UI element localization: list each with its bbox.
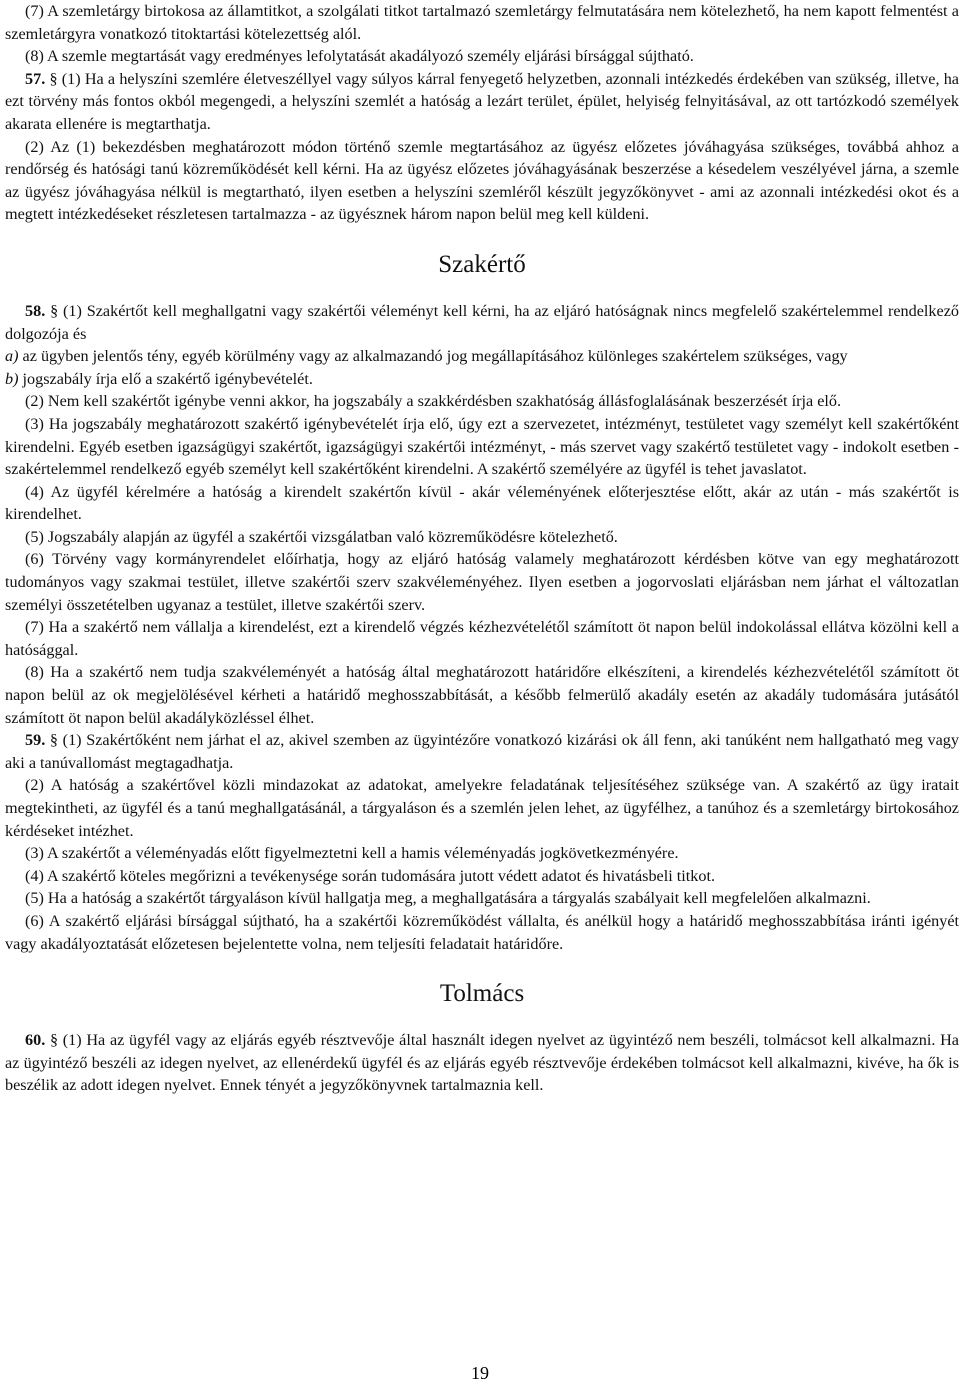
heading-szakerto: Szakértő: [438, 250, 526, 278]
section-number-58: 58.: [25, 301, 46, 320]
point-b-label: b): [5, 369, 19, 388]
section-58-paragraph-3: (3) Ha jogszabály meghatározott szakértő igénybevételét írja elő, úgy ezt a szervezetet, intézményt, testületet vagy személyt kell szakértőként kirendelni. Egyéb esetben igazságügyi szakértőt, igazságügyi szakértői intézményt, - más szervet vagy szakértő testületet vagy - indokolt esetben - szakértelemmel rendelkező egyéb személyt kell szakértőként kirendelni. A szakértő személyére az ügyfél is tehet javaslatot.: [5, 414, 959, 479]
section-59-text-1: § (1) Szakértőként nem járhat el az, akivel szemben az ügyintézőre vonatkozó kizárási ok áll fenn, aki tanúként nem hallgatható meg vagy aki a tanúvallomást megtagadhatja.: [5, 731, 959, 772]
section-57-paragraph-1: [5, 68, 959, 136]
section-58-paragraph-7: (7) Ha a szakértő nem vállalja a kirendelést, ezt a kirendelő végzés kézhezvételétől számított öt napon belül indokolással ellátva közölni kell a hatósággal.: [5, 618, 959, 659]
section-58-text-1: § (1) Szakértőt kell meghallgatni vagy szakértői véleményt kell kérni, ha az eljáró hatóságnak nincs megfelelő szakértelemmel rendelkező dolgozója és: [5, 301, 959, 343]
heading-tolmacs: Tolmács: [439, 980, 525, 1008]
section-59-paragraph-1: [5, 729, 959, 774]
section-59-paragraph-5: (5) Ha a hatóság a szakértőt tárgyaláson kívül hallgatja meg, a meghallgatására a tárgyalás szabályait kell megfelelően alkalmazni.: [25, 889, 871, 908]
page-number: 19: [471, 1363, 489, 1383]
section-59-paragraph-3: (3) A szakértőt a véleményadás előtt figyelmeztetni kell a hamis véleményadás jogkövetkezményére.: [25, 844, 679, 863]
section-59-paragraph-2: (2) A hatóság a szakértővel közli mindazokat az adatokat, amelyekre feladatának teljesítéséhez szüksége van. A szakértő az ügy iratait megtekintheti, az ügyfél és a tanú meghallgatásánál, a tárgyaláson és a szemlén jelen lehet, az ügyfélhez, a tanúhoz és a szemletárgy birtokosához kérdéseket intézhet.: [5, 776, 959, 840]
section-58-point-b: [5, 368, 959, 391]
paragraph-56-8: (8) A szemle megtartását vagy eredményes lefolytatását akadályozó személy eljárási bírsággal sújtható.: [25, 47, 694, 66]
section-57-text-1: § (1) Ha a helyszíni szemlére életveszéllyel vagy súlyos kárral fenyegető helyzetben, azonnali intézkedés érdekében van szükség, illetve, ha ezt törvény más fontos okból megengedi, a helyszíni szemlét a hatóság a lezárt terület, épület, helyiség felnyitásával, az ott tartózkodó személyek akarata ellenére is megtarthatja.: [5, 69, 959, 133]
section-58-point-a: [5, 345, 959, 368]
section-58-paragraph-1: [5, 300, 959, 345]
section-59-paragraph-6: (6) A szakértő eljárási bírsággal sújtható, ha a szakértői közreműködést vállalta, és anélkül hogy a határidő meghosszabbítása iránti igényét vagy akadályoztatását előzetesen bejelentette volna, nem teljesíti feladatait határidőre.: [5, 911, 959, 953]
section-58-paragraph-6: (6) Törvény vagy kormányrendelet előírhatja, hogy az eljáró hatóság valamely meghatározott kérdésben kötve van egy meghatározott tudományos vagy szakmai testület, illetve szakértői szerv szakvéleményéhez. Ilyen esetben a jogorvoslati eljárásban nem járhat el változatlan személyi összetételben ugyanaz a testület, illetve szakértői szerv.: [5, 550, 959, 614]
point-a-text: az ügyben jelentős tény, egyéb körülmény vagy az alkalmazandó jog megállapításához különleges szakértelem szükséges, vagy: [18, 347, 848, 366]
point-a-label: a): [5, 347, 19, 366]
section-59-paragraph-4: (4) A szakértő köteles megőrizni a tevékenysége során tudomására jutott védett adatot és hivatásbeli titkot.: [25, 866, 716, 885]
paragraph-56-7: (7) A szemletárgy birtokosa az államtitkot, a szolgálati titkot tartalmazó szemletárgy felmutatására nem kötelezhető, ha nem kapott felmentést a szemletárgyra vonatkozó titoktartási kötelezettség alól.: [5, 2, 959, 43]
section-58-paragraph-2: (2) Nem kell szakértőt igénybe venni akkor, ha jogszabály a szakkérdésben szakhatóság állásfoglalásának beszerzését írja elő.: [25, 392, 842, 411]
section-number-59: 59.: [25, 731, 46, 750]
section-number-57: 57.: [25, 69, 46, 88]
point-b-text: jogszabály írja elő a szakértő igénybevételét.: [18, 369, 313, 388]
document-page: [5, 0, 959, 1097]
section-58-paragraph-8: (8) Ha a szakértő nem tudja szakvéleményét a hatóság által meghatározott határidőre elkészíteni, a kirendelés kézhezvételétől számított öt napon belül az ok megjelölésével kérheti a határidő meghosszabbítását, a később felmerülő akadály esetén az akadály tudomására jutásától számított öt napon belül akadályközléssel élhet.: [5, 663, 959, 727]
section-number-60: 60.: [25, 1031, 46, 1050]
section-58-paragraph-5: (5) Jogszabály alapján az ügyfél a szakértői vizsgálatban való közreműködésre kötelezhető.: [25, 527, 618, 546]
section-60-paragraph-1: [5, 1029, 959, 1097]
section-60-text-1: § (1) Ha az ügyfél vagy az eljárás egyéb résztvevője által használt idegen nyelvet az ügyintéző nem beszéli, tolmácsot kell alkalmazni. Ha az ügyintéző beszéli az idegen nyelvet, az ellenérdekű ügyfél és az eljárás egyéb résztvevője érdekében tolmácsot kell alkalmazni, kivéve, ha ők is beszélik az adott idegen nyelvet. Ennek tényét a jegyzőkönyvnek tartalmaznia kell.: [5, 1031, 959, 1095]
section-57-paragraph-2: (2) Az (1) bekezdésben meghatározott módon történő szemle megtartásához az ügyész előzetes jóváhagyása szükséges, továbbá ahhoz a rendőrség és hatósági tanú közreműködését kell kérni. Ha az ügyész előzetes jóváhagyásának beszerzése a késedelem veszélyével járna, a szemle az ügyész jóváhagyása nélkül is megtartható, ilyen esetben a helyszíni szemléről készült jegyzőkönyvet - ami az azonnali intézkedési okot és a megtett intézkedéseket részletesen tartalmazza - az ügyésznek három napon belül meg kell küldeni.: [5, 137, 959, 224]
section-58-paragraph-4: (4) Az ügyfél kérelmére a hatóság a kirendelt szakértőn kívül - akár véleményének előterjesztése előtt, akár az után - más szakértőt is kirendelhet.: [5, 482, 959, 524]
